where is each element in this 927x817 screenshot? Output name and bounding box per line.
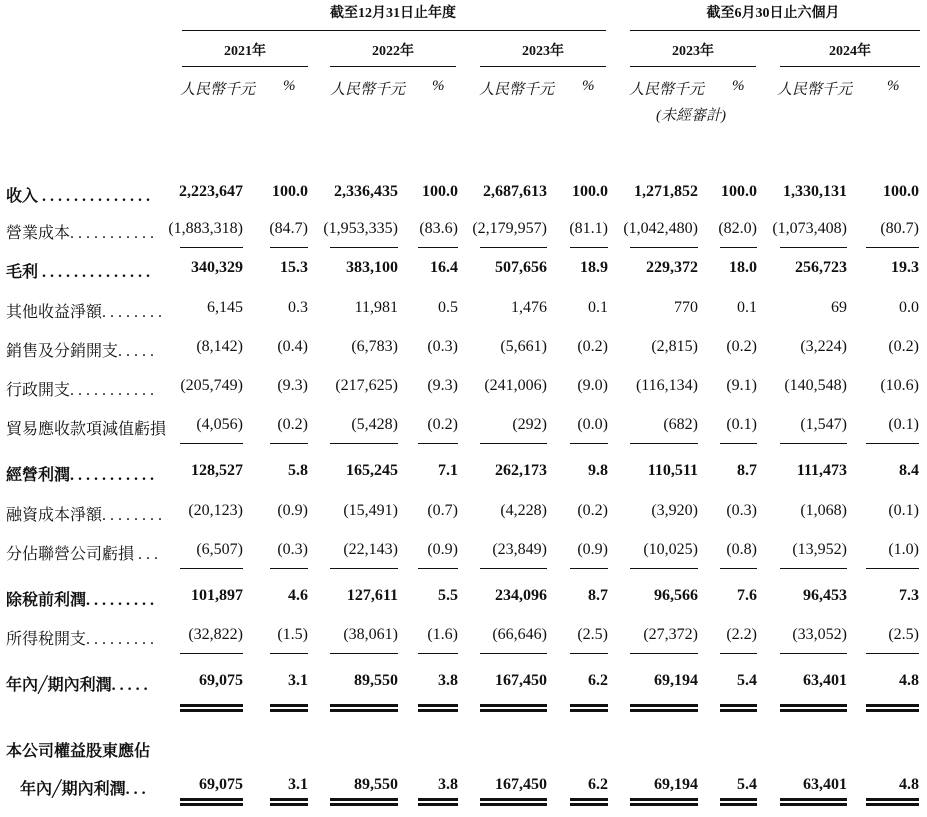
cell-2024-h1-amount: (1,547) — [800, 416, 847, 433]
cell-2024-h1-amount: 63,401 — [803, 672, 847, 689]
cell-2023-h1-pct: 18.0 — [729, 259, 757, 276]
cell-2021-amount: (20,123) — [188, 502, 243, 519]
cell-2024-h1-amount: (13,952) — [792, 541, 847, 558]
cell-2022-amount: (15,491) — [343, 502, 398, 519]
year-rule-2021 — [182, 66, 308, 67]
cell-2023-h1-pct: (0.8) — [726, 541, 757, 558]
unit-pct-2021: % — [283, 78, 296, 94]
cell-2023-h1-amount: (682) — [663, 416, 698, 433]
cell-2021-pct: (0.9) — [277, 502, 308, 519]
subtotal-rule — [180, 443, 243, 444]
total-double-rule — [180, 704, 243, 707]
cell-2023-amount: 507,656 — [495, 259, 547, 276]
subtotal-rule — [570, 443, 608, 444]
subtotal-rule — [630, 568, 698, 569]
header-group-full-year: 截至12月31日止年度 — [330, 6, 456, 21]
cell-2021-amount: 6,145 — [207, 299, 243, 316]
unaudited-note: (未經審計) — [656, 108, 726, 124]
cell-2024-h1-pct: (10.6) — [880, 377, 919, 394]
cell-2023-amount: 167,450 — [495, 672, 547, 689]
row-label: 年內╱期內利潤. . . . . — [6, 677, 148, 694]
cell-2024-h1-amount: (33,052) — [792, 626, 847, 643]
total-double-rule — [418, 709, 458, 712]
cell-2023-h1-amount: (116,134) — [635, 377, 698, 394]
cell-2023-amount: (2,179,957) — [472, 220, 547, 237]
cell-2023-h1-amount: 96,566 — [654, 587, 698, 604]
subtotal-rule — [330, 653, 398, 654]
cell-2021-amount: (8,142) — [196, 338, 243, 355]
row-label: 貿易應收款項減值虧損 — [6, 421, 167, 438]
row-label: 融資成本淨額. . . . . . . . — [6, 507, 163, 524]
total-double-rule — [630, 704, 698, 707]
cell-2023-pct: 6.2 — [588, 672, 608, 689]
cell-2023-amount: (4,228) — [500, 502, 547, 519]
total-double-rule — [418, 798, 458, 801]
cell-2021-amount: (32,822) — [188, 626, 243, 643]
unit-amount-2021: 人民幣千元 — [180, 82, 256, 98]
subtotal-rule — [330, 247, 398, 248]
year-header-2021: 2021年 — [224, 44, 266, 59]
cell-2023-h1-pct: (0.3) — [726, 502, 757, 519]
total-double-rule — [720, 709, 757, 712]
subtotal-rule — [330, 568, 398, 569]
cell-2023-pct: 100.0 — [572, 183, 608, 200]
cell-2023-amount: (292) — [512, 416, 547, 433]
subtotal-rule — [630, 247, 698, 248]
total-double-rule — [480, 798, 547, 801]
header-group-full-year-rule — [182, 30, 606, 31]
cell-2022-pct: (1.6) — [427, 626, 458, 643]
cell-2023-h1-pct: (82.0) — [718, 220, 757, 237]
total-double-rule — [780, 803, 847, 806]
cell-2024-h1-pct: 100.0 — [883, 183, 919, 200]
attributable-2021-amount: 69,075 — [199, 776, 243, 793]
cell-2021-pct: (0.2) — [277, 416, 308, 433]
cell-2024-h1-amount: (3,224) — [800, 338, 847, 355]
row-label: 銷售及分銷開支. . . . . — [6, 343, 155, 360]
cell-2022-amount: (22,143) — [343, 541, 398, 558]
cell-2021-pct: (84.7) — [269, 220, 308, 237]
subtotal-rule — [330, 443, 398, 444]
cell-2021-amount: (1,883,318) — [168, 220, 243, 237]
subtotal-rule — [630, 653, 698, 654]
total-double-rule — [570, 709, 608, 712]
cell-2024-h1-amount: (140,548) — [784, 377, 847, 394]
row-label: 分佔聯營公司虧損 . . . — [6, 546, 159, 563]
cell-2022-pct: 7.1 — [438, 462, 458, 479]
total-double-rule — [720, 803, 757, 806]
cell-2021-pct: (9.3) — [277, 377, 308, 394]
cell-2023-h1-amount: (10,025) — [643, 541, 698, 558]
cell-2023-amount: (5,661) — [500, 338, 547, 355]
subtotal-rule — [780, 568, 847, 569]
cell-2022-pct: 100.0 — [422, 183, 458, 200]
total-double-rule — [480, 709, 547, 712]
cell-2023-pct: (0.2) — [577, 338, 608, 355]
cell-2023-h1-pct: (2.2) — [726, 626, 757, 643]
total-double-rule — [630, 709, 698, 712]
subtotal-rule — [866, 653, 919, 654]
subtotal-rule — [570, 247, 608, 248]
cell-2021-amount: 128,527 — [191, 462, 243, 479]
unit-amount-2023-h1: 人民幣千元 — [629, 82, 705, 98]
cell-2021-pct: 100.0 — [272, 183, 308, 200]
cell-2021-pct: (0.4) — [277, 338, 308, 355]
unit-pct-2024-h1: % — [887, 78, 900, 94]
cell-2023-pct: 9.8 — [588, 462, 608, 479]
total-double-rule — [418, 704, 458, 707]
row-label: 收入 . . . . . . . . . . . . . . — [6, 188, 151, 205]
year-header-2023: 2023年 — [522, 44, 564, 59]
cell-2022-pct: (83.6) — [419, 220, 458, 237]
cell-2023-h1-amount: 770 — [674, 299, 698, 316]
cell-2022-amount: 11,981 — [354, 299, 398, 316]
cell-2021-amount: 2,223,647 — [179, 183, 243, 200]
cell-2024-h1-pct: 4.8 — [899, 672, 919, 689]
cell-2024-h1-amount: 111,473 — [796, 462, 847, 479]
cell-2024-h1-amount: 96,453 — [803, 587, 847, 604]
cell-2023-pct: (2.5) — [577, 626, 608, 643]
subtotal-rule — [480, 247, 547, 248]
cell-2022-amount: (217,625) — [335, 377, 398, 394]
cell-2023-h1-pct: 7.6 — [737, 587, 757, 604]
cell-2021-pct: (1.5) — [277, 626, 308, 643]
header-group-six-months: 截至6月30日止六個月 — [706, 6, 840, 21]
total-double-rule — [270, 798, 308, 801]
cell-2023-h1-pct: 0.1 — [737, 299, 757, 316]
cell-2024-h1-pct: (1.0) — [888, 541, 919, 558]
cell-2022-pct: 3.8 — [438, 672, 458, 689]
row-label: 經營利潤. . . . . . . . . . . — [6, 467, 155, 484]
cell-2021-pct: (0.3) — [277, 541, 308, 558]
attributable-2023-pct: 6.2 — [588, 776, 608, 793]
cell-2021-pct: 3.1 — [288, 672, 308, 689]
attributable-2021-pct: 3.1 — [288, 776, 308, 793]
header-group-six-months-rule — [630, 30, 920, 31]
subtotal-rule — [418, 247, 458, 248]
total-double-rule — [270, 704, 308, 707]
total-double-rule — [720, 798, 757, 801]
total-double-rule — [866, 709, 919, 712]
total-double-rule — [480, 803, 547, 806]
cell-2023-h1-amount: (2,815) — [651, 338, 698, 355]
cell-2022-pct: (0.3) — [427, 338, 458, 355]
subtotal-rule — [570, 568, 608, 569]
attributable-2023-h1-pct: 5.4 — [737, 776, 757, 793]
cell-2023-h1-amount: (1,042,480) — [623, 220, 698, 237]
cell-2022-amount: (6,783) — [351, 338, 398, 355]
cell-2021-amount: (4,056) — [196, 416, 243, 433]
unit-amount-2023: 人民幣千元 — [479, 82, 555, 98]
cell-2023-pct: (0.2) — [577, 502, 608, 519]
year-rule-2023-h1 — [630, 66, 756, 67]
cell-2022-amount: 165,245 — [346, 462, 398, 479]
subtotal-rule — [720, 568, 757, 569]
cell-2023-h1-amount: 110,511 — [647, 462, 698, 479]
year-rule-2022 — [330, 66, 456, 67]
cell-2023-h1-pct: 8.7 — [737, 462, 757, 479]
subtotal-rule — [180, 568, 243, 569]
total-double-rule — [630, 803, 698, 806]
cell-2023-amount: (66,646) — [492, 626, 547, 643]
cell-2023-h1-pct: (9.1) — [726, 377, 757, 394]
total-double-rule — [630, 798, 698, 801]
cell-2022-pct: (9.3) — [427, 377, 458, 394]
cell-2023-h1-pct: 5.4 — [737, 672, 757, 689]
cell-2023-h1-amount: (27,372) — [643, 626, 698, 643]
cell-2022-amount: (1,953,335) — [323, 220, 398, 237]
total-double-rule — [330, 709, 398, 712]
total-double-rule — [270, 709, 308, 712]
year-header-2023-h1: 2023年 — [672, 44, 714, 59]
row-label: 其他收益淨額. . . . . . . . — [6, 304, 163, 321]
cell-2024-h1-pct: (80.7) — [880, 220, 919, 237]
cell-2021-pct: 15.3 — [280, 259, 308, 276]
cell-2022-pct: (0.2) — [427, 416, 458, 433]
attributable-heading: 本公司權益股東應佔 — [6, 743, 151, 760]
attributable-2022-pct: 3.8 — [438, 776, 458, 793]
unit-pct-2023: % — [582, 78, 595, 94]
attributable-2023-h1-amount: 69,194 — [654, 776, 698, 793]
total-double-rule — [180, 803, 243, 806]
subtotal-rule — [418, 568, 458, 569]
unit-pct-2022: % — [432, 78, 445, 94]
cell-2022-pct: (0.7) — [427, 502, 458, 519]
subtotal-rule — [180, 247, 243, 248]
cell-2023-h1-amount: 1,271,852 — [634, 183, 698, 200]
total-double-rule — [866, 704, 919, 707]
total-double-rule — [570, 798, 608, 801]
cell-2023-amount: 2,687,613 — [483, 183, 547, 200]
cell-2022-amount: (38,061) — [343, 626, 398, 643]
total-double-rule — [180, 798, 243, 801]
cell-2022-pct: (0.9) — [427, 541, 458, 558]
cell-2023-pct: (81.1) — [569, 220, 608, 237]
subtotal-rule — [270, 443, 308, 444]
cell-2022-amount: 127,611 — [346, 587, 398, 604]
total-double-rule — [330, 704, 398, 707]
cell-2021-amount: 101,897 — [191, 587, 243, 604]
cell-2024-h1-pct: (0.2) — [888, 338, 919, 355]
subtotal-rule — [480, 568, 547, 569]
subtotal-rule — [720, 653, 757, 654]
cell-2024-h1-pct: (2.5) — [888, 626, 919, 643]
unit-pct-2023-h1: % — [732, 78, 745, 94]
subtotal-rule — [570, 653, 608, 654]
year-header-2024-h1: 2024年 — [829, 44, 871, 59]
subtotal-rule — [720, 443, 757, 444]
cell-2024-h1-amount: 256,723 — [795, 259, 847, 276]
total-double-rule — [330, 803, 398, 806]
cell-2021-amount: (6,507) — [196, 541, 243, 558]
cell-2024-h1-pct: (0.1) — [888, 416, 919, 433]
cell-2021-pct: 4.6 — [288, 587, 308, 604]
cell-2024-h1-pct: 8.4 — [899, 462, 919, 479]
subtotal-rule — [780, 443, 847, 444]
subtotal-rule — [866, 247, 919, 248]
attributable-2024-h1-pct: 4.8 — [899, 776, 919, 793]
total-double-rule — [270, 803, 308, 806]
total-double-rule — [866, 798, 919, 801]
cell-2023-amount: (23,849) — [492, 541, 547, 558]
total-double-rule — [330, 798, 398, 801]
subtotal-rule — [630, 443, 698, 444]
cell-2023-amount: 234,096 — [495, 587, 547, 604]
cell-2024-h1-amount: 1,330,131 — [783, 183, 847, 200]
subtotal-rule — [866, 443, 919, 444]
total-double-rule — [418, 803, 458, 806]
row-label: 營業成本. . . . . . . . . . . — [6, 225, 155, 242]
cell-2024-h1-pct: (0.1) — [888, 502, 919, 519]
cell-2023-pct: 8.7 — [588, 587, 608, 604]
subtotal-rule — [418, 443, 458, 444]
unit-amount-2022: 人民幣千元 — [330, 82, 406, 98]
cell-2023-amount: 262,173 — [495, 462, 547, 479]
cell-2023-pct: (0.0) — [577, 416, 608, 433]
subtotal-rule — [270, 653, 308, 654]
row-label: 除稅前利潤. . . . . . . . . — [6, 592, 155, 609]
cell-2023-pct: (9.0) — [577, 377, 608, 394]
cell-2023-h1-amount: 69,194 — [654, 672, 698, 689]
cell-2023-pct: (0.9) — [577, 541, 608, 558]
cell-2023-h1-amount: (3,920) — [651, 502, 698, 519]
subtotal-rule — [780, 653, 847, 654]
cell-2024-h1-pct: 19.3 — [891, 259, 919, 276]
subtotal-rule — [720, 247, 757, 248]
row-label: 所得稅開支. . . . . . . . . — [6, 631, 155, 648]
cell-2023-pct: 18.9 — [580, 259, 608, 276]
cell-2021-pct: 0.3 — [288, 299, 308, 316]
cell-2022-pct: 0.5 — [438, 299, 458, 316]
cell-2022-amount: 89,550 — [354, 672, 398, 689]
cell-2023-amount: 1,476 — [511, 299, 547, 316]
cell-2022-amount: 383,100 — [346, 259, 398, 276]
cell-2022-pct: 5.5 — [438, 587, 458, 604]
year-rule-2024-h1 — [780, 66, 920, 67]
cell-2024-h1-amount: (1,068) — [800, 502, 847, 519]
cell-2024-h1-amount: 69 — [831, 299, 847, 316]
total-double-rule — [780, 704, 847, 707]
total-double-rule — [570, 803, 608, 806]
cell-2021-amount: 340,329 — [191, 259, 243, 276]
cell-2024-h1-pct: 7.3 — [899, 587, 919, 604]
cell-2022-pct: 16.4 — [430, 259, 458, 276]
total-double-rule — [866, 803, 919, 806]
cell-2021-amount: 69,075 — [199, 672, 243, 689]
subtotal-rule — [270, 568, 308, 569]
attributable-2022-amount: 89,550 — [354, 776, 398, 793]
unit-amount-2024-h1: 人民幣千元 — [777, 82, 853, 98]
total-double-rule — [780, 709, 847, 712]
total-double-rule — [480, 704, 547, 707]
total-double-rule — [720, 704, 757, 707]
cell-2021-amount: (205,749) — [180, 377, 243, 394]
cell-2023-h1-pct: (0.1) — [726, 416, 757, 433]
attributable-2024-h1-amount: 63,401 — [803, 776, 847, 793]
total-double-rule — [570, 704, 608, 707]
cell-2024-h1-pct: 0.0 — [899, 299, 919, 316]
attributable-label: 年內╱期內利潤. . . — [20, 781, 146, 798]
subtotal-rule — [780, 247, 847, 248]
total-double-rule — [780, 798, 847, 801]
cell-2022-amount: 2,336,435 — [334, 183, 398, 200]
subtotal-rule — [270, 247, 308, 248]
cell-2023-amount: (241,006) — [484, 377, 547, 394]
attributable-2023-amount: 167,450 — [495, 776, 547, 793]
cell-2021-pct: 5.8 — [288, 462, 308, 479]
total-double-rule — [180, 709, 243, 712]
year-rule-2023 — [480, 66, 606, 67]
row-label: 行政開支. . . . . . . . . . . — [6, 382, 155, 399]
year-header-2022: 2022年 — [372, 44, 414, 59]
cell-2024-h1-amount: (1,073,408) — [772, 220, 847, 237]
subtotal-rule — [480, 653, 547, 654]
subtotal-rule — [180, 653, 243, 654]
subtotal-rule — [866, 568, 919, 569]
cell-2023-h1-pct: 100.0 — [721, 183, 757, 200]
row-label: 毛利 . . . . . . . . . . . . . . — [6, 264, 151, 281]
cell-2023-h1-pct: (0.2) — [726, 338, 757, 355]
cell-2023-pct: 0.1 — [588, 299, 608, 316]
cell-2022-amount: (5,428) — [351, 416, 398, 433]
cell-2023-h1-amount: 229,372 — [646, 259, 698, 276]
subtotal-rule — [418, 653, 458, 654]
subtotal-rule — [480, 443, 547, 444]
